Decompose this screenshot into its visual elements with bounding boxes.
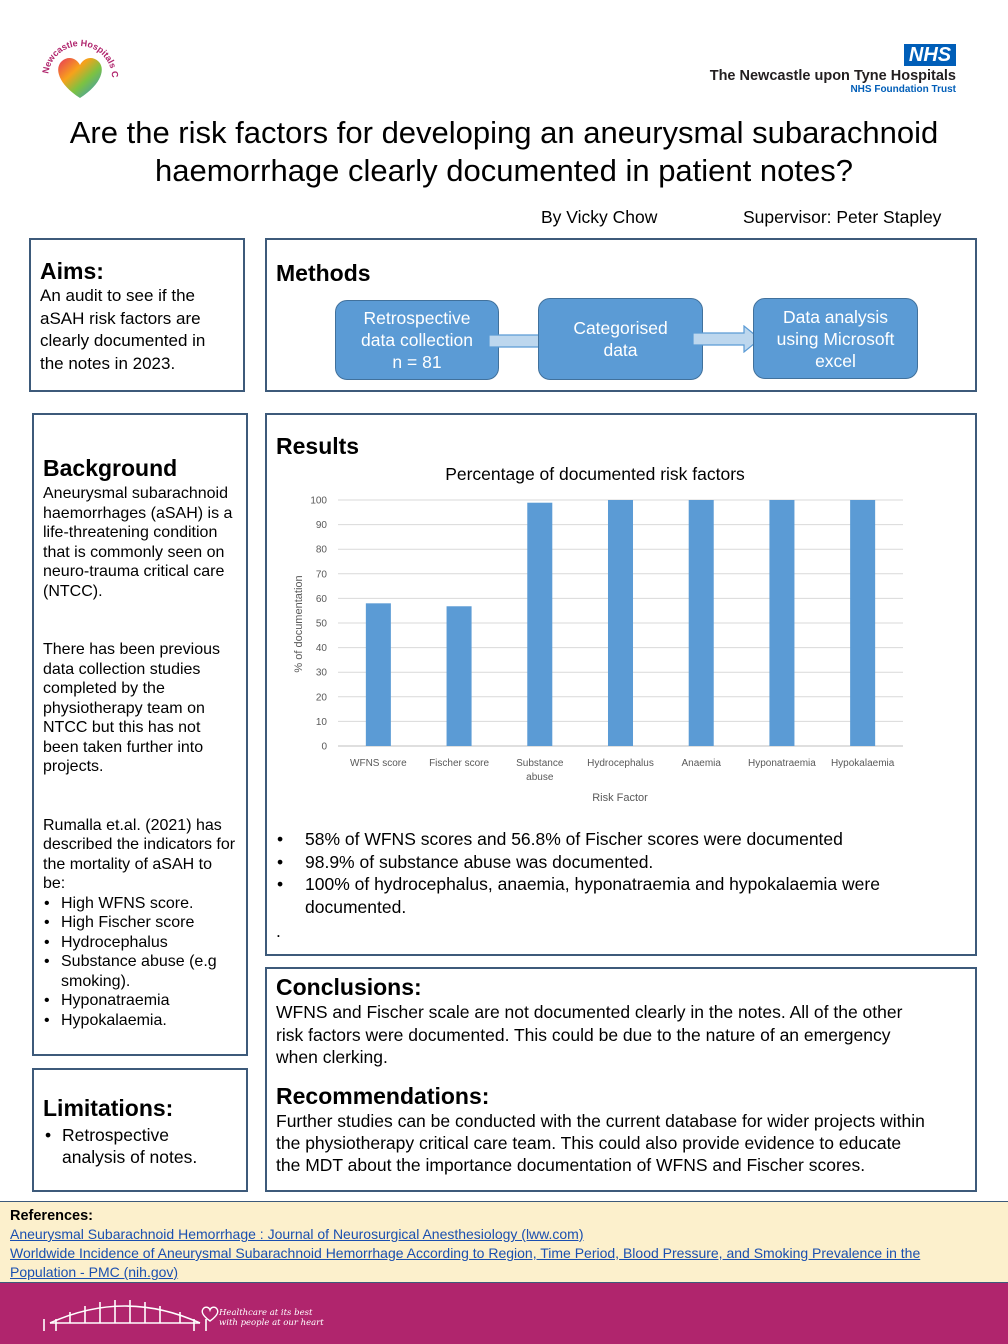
method-step-text: Retrospective: [363, 308, 471, 328]
tagline-line: Healthcare at its best: [219, 1308, 313, 1318]
list-item-continued: analysis of notes.: [62, 1147, 198, 1167]
methods-heading: Methods: [276, 260, 371, 286]
text-line: WFNS and Fischer scale are not documented clearly in the notes. All of the other: [276, 1002, 903, 1022]
text-line: Further studies can be conducted with the current database for wider projects within: [276, 1110, 925, 1131]
text-line: (NTCC).: [43, 582, 103, 600]
background-para-3: [43, 816, 238, 894]
y-tick-label: 30: [315, 667, 327, 679]
reference-link-2[interactable]: [10, 1245, 920, 1280]
list-item: • Retrospective: [62, 1124, 238, 1146]
x-tick-label: Hyponatraemia: [748, 758, 816, 769]
y-tick-label: 90: [315, 520, 327, 532]
method-step-analysis: [753, 298, 918, 379]
background-para-1: [43, 484, 238, 601]
limitations-heading: Limitations:: [43, 1095, 174, 1121]
tyne-bridge-icon: [40, 1295, 210, 1331]
bar-wfns-score: [366, 603, 391, 746]
list-item: • 98.9% of substance abuse was documented.: [305, 851, 956, 874]
footer-band: [0, 1283, 1008, 1344]
results-bullets: [276, 828, 956, 918]
references-heading: References:: [10, 1208, 94, 1224]
background-heading: Background: [43, 455, 178, 481]
list-item: • 100% of hydrocephalus, anaemia, hyponatraemia and hypokalaemia were: [305, 873, 956, 896]
conclusions-heading: Conclusions:: [276, 974, 422, 1000]
text-line: NTCC but this has not: [43, 719, 201, 736]
method-step-text: data collection: [361, 330, 473, 350]
chart-title: Percentage of documented risk factors: [445, 464, 745, 484]
y-tick-label: 80: [315, 544, 327, 556]
text-line: Aneurysmal subarachnoid: [43, 485, 228, 502]
text-line: the MDT about the importance documentation of WFNS and Fischer scores.: [276, 1154, 866, 1175]
y-tick-label: 50: [315, 618, 327, 630]
list-item: • Hyponatraemia: [61, 991, 238, 1011]
trust-subtitle: NHS Foundation Trust: [850, 84, 956, 95]
reference-link-2-line2[interactable]: Population - PMC (nih.gov): [10, 1264, 179, 1280]
method-step-text: excel: [815, 350, 856, 371]
bar-substance-abuse: [527, 503, 552, 746]
aims-line: An audit to see if the: [40, 286, 195, 305]
aims-box: [29, 238, 245, 392]
poster-title: [0, 114, 1008, 190]
text-line: There has been previous: [43, 641, 220, 658]
x-tick-label: abuse: [526, 772, 554, 783]
tagline-line: with people at our heart: [219, 1318, 324, 1328]
list-item: • Substance abuse (e.g: [61, 952, 238, 972]
heart-logo-icon: [38, 38, 122, 110]
text-line: the mortality of aSAH to: [43, 855, 212, 873]
y-tick-label: 10: [315, 716, 327, 728]
method-step-text: Categorised: [573, 318, 668, 338]
list-item: • Hydrocephalus: [61, 933, 238, 953]
nhs-badge: NHS: [904, 44, 956, 66]
text-line: neuro-trauma critical care: [43, 563, 225, 580]
text-line: projects.: [43, 758, 104, 775]
background-para-2: [43, 640, 238, 777]
trust-name: The Newcastle upon Tyne Hospitals: [709, 68, 956, 84]
text-line: haemorrhages (aSAH) is a: [43, 504, 233, 522]
x-tick-label: Hypokalaemia: [830, 758, 895, 769]
bar-hypokalaemia: [850, 500, 875, 746]
conclusions-box: [265, 967, 977, 1192]
text-line: that is commonly seen on: [43, 543, 225, 561]
aims-line: the notes in 2023.: [40, 353, 176, 373]
text-line: Rumalla et.al. (2021) has: [43, 816, 222, 834]
y-tick-label: 40: [315, 643, 327, 655]
x-tick-label: Anaemia: [681, 758, 721, 769]
y-tick-label: 60: [315, 593, 327, 605]
list-item: • 58% of WFNS scores and 56.8% of Fischer scores were documented: [305, 828, 956, 851]
text-line: the physiotherapy critical care team. This could also provide evidence to educate: [276, 1132, 902, 1153]
x-tick-label: Substance: [516, 758, 564, 769]
text-line: data collection studies: [43, 660, 201, 678]
arrow-right-icon: [692, 325, 762, 353]
method-step-text: n = 81: [392, 352, 442, 372]
aims-text: [40, 285, 235, 375]
y-tick-label: 100: [310, 495, 327, 507]
x-tick-label: Hydrocephalus: [587, 758, 654, 769]
text-line: been taken further into: [43, 738, 204, 756]
text-line: physiotherapy team on: [43, 699, 205, 717]
list-item-continued: smoking).: [61, 972, 131, 990]
heart-outline-icon: [200, 1305, 220, 1323]
list-item: • High WFNS score.: [61, 894, 238, 914]
svg-text:Newcastle Hospitals Charity: Newcastle Hospitals C: [40, 38, 121, 79]
recommendations-heading: Recommendations:: [276, 1082, 490, 1109]
text-line: when clerking.: [276, 1047, 388, 1067]
text-line: described the indicators for: [43, 836, 236, 853]
limitations-box: [32, 1068, 248, 1192]
y-tick-label: 70: [315, 569, 327, 581]
reference-link-2-line1[interactable]: Worldwide Incidence of Aneurysmal Subarachnoid Hemorrhage According to Region, Time Period, Blood Pressure, and Smoking Prevalence in the: [10, 1245, 921, 1261]
text-line: be:: [43, 875, 66, 892]
bar-fischer-score: [447, 606, 472, 746]
reference-link-1[interactable]: Aneurysmal Subarachnoid Hemorrhage : Journal of Neurosurgical Anesthesiology (lww.com): [10, 1226, 584, 1242]
x-tick-label: Fischer score: [429, 758, 490, 769]
text-line: risk factors were documented. This could be due to the nature of an emergency: [276, 1024, 891, 1045]
method-step-collection: [335, 300, 499, 380]
aims-heading: Aims:: [40, 258, 104, 284]
background-risk-list: [43, 894, 238, 1031]
y-axis-label: % of documentation: [293, 575, 305, 673]
trailing-dot: .: [276, 921, 281, 941]
footer-tagline: [219, 1308, 324, 1328]
text-line: completed by the: [43, 680, 165, 697]
method-step-text: using Microsoft: [776, 328, 895, 349]
bar-anaemia: [689, 500, 714, 746]
title-line-2: haemorrhage clearly documented in patient notes?: [155, 153, 853, 188]
recommendations-text: [276, 1110, 966, 1176]
method-step-text: Data analysis: [782, 306, 889, 327]
conclusions-text: [276, 1001, 966, 1069]
x-axis-label: Risk Factor: [592, 792, 648, 804]
list-item: • Hypokalaemia.: [61, 1011, 238, 1031]
list-item: • High Fischer score: [61, 913, 238, 933]
charity-logo: [38, 38, 122, 110]
y-tick-label: 0: [321, 741, 327, 753]
references-panel: [0, 1201, 1008, 1283]
bar-hydrocephalus: [608, 500, 633, 746]
limitations-list: [43, 1124, 238, 1168]
aims-line: aSAH risk factors are: [40, 308, 201, 328]
author: By Vicky Chow: [541, 207, 658, 227]
y-tick-label: 20: [315, 692, 327, 704]
bar-hyponatraemia: [769, 500, 794, 746]
method-step-categorise: [538, 298, 703, 380]
supervisor: Supervisor: Peter Stapley: [743, 207, 942, 227]
x-tick-label: WFNS score: [350, 758, 407, 769]
background-box: [32, 413, 248, 1056]
results-heading: Results: [276, 433, 360, 459]
text-line: life-threatening condition: [43, 524, 218, 541]
results-summary: [276, 828, 956, 943]
aims-line: clearly documented in: [40, 331, 206, 350]
title-line-1: Are the risk factors for developing an aneurysmal subarachnoid: [69, 115, 939, 150]
list-item-continued: documented.: [305, 896, 407, 917]
results-bar-chart: [285, 490, 925, 810]
method-step-text: data: [603, 340, 638, 360]
